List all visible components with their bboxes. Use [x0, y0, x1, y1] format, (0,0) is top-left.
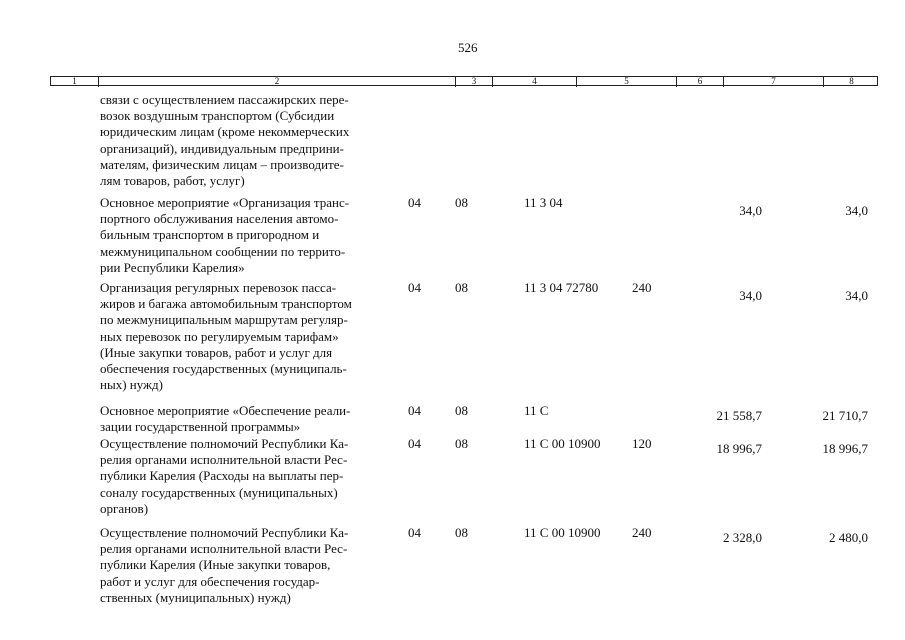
row-amount-2: 18 996,7 — [822, 441, 868, 456]
row-section: 04 — [408, 525, 421, 540]
row-section: 04 — [408, 280, 421, 295]
row-description: связи с осуществлением пассажирских пере- возок воздушным транспортом (Субсидии юридическим лицам (кроме некоммерческих организаций), индивидуальным предприни- мателям, физическим лицам – производите- лям товаров, работ, услуг) — [100, 92, 350, 189]
row-target-code: 11 С 00 10900 — [524, 525, 601, 540]
row-subsection: 08 — [455, 436, 468, 451]
row-expense-type: 240 — [632, 525, 652, 540]
row-description: Организация регулярных перевозок пасса- жиров и багажа автомобильным транспортом по межмуниципальным маршрутам регуляр- ных перевозок по регулируемым тарифам» (Иные закупки товаров, работ и услуг для обеспечения государственных (муниципаль- ных) нужд) — [100, 280, 352, 393]
row-target-code: 11 3 04 72780 — [524, 280, 599, 295]
row-description: Основное мероприятие «Организация транс- портного обслуживания населения автомо- бильным транспортом в пригородном и межмуниципальном сообщении по террито- рии Республики Карелия» — [100, 195, 350, 275]
row-section: 04 — [408, 436, 421, 451]
row-description: Осуществление полномочий Республики Ка- релия органами исполнительной власти Рес- публики Карелия (Иные закупки товаров, работ и услуг для обеспечения государ- ственных (муниципальных) нужд) — [100, 525, 349, 605]
row-amount-1: 21 558,7 — [716, 408, 762, 423]
page-number: 526 — [458, 40, 478, 55]
row-amount-2: 34,0 — [845, 203, 868, 218]
row-target-code: 11 С — [524, 403, 549, 418]
row-amount-1: 18 996,7 — [716, 441, 762, 456]
row-section: 04 — [408, 195, 421, 210]
row-subsection: 08 — [455, 403, 468, 418]
row-subsection: 08 — [455, 195, 468, 210]
header-col-4: 4 — [493, 77, 577, 87]
row-amount-1: 34,0 — [739, 203, 762, 218]
row-expense-type: 240 — [632, 280, 652, 295]
row-subsection: 08 — [455, 280, 468, 295]
row-section: 04 — [408, 403, 421, 418]
row-amount-2: 2 480,0 — [829, 530, 868, 545]
header-col-6: 6 — [677, 77, 724, 87]
header-col-8: 8 — [849, 76, 854, 86]
row-subsection: 08 — [455, 525, 468, 540]
header-col-7: 7 — [724, 77, 824, 87]
row-target-code: 11 3 04 — [524, 195, 563, 210]
row-target-code: 11 С 00 10900 — [524, 436, 601, 451]
row-description: Осуществление полномочий Республики Ка- релия органами исполнительной власти Рес- публики Карелия (Расходы на выплаты пер- соналу государственных (муниципальных) органов) — [100, 436, 349, 516]
row-description: Основное мероприятие «Обеспечение реали- зации государственной программы» — [100, 403, 351, 435]
row-amount-1: 34,0 — [739, 288, 762, 303]
header-col-3: 3 — [456, 77, 493, 87]
row-amount-2: 34,0 — [845, 288, 868, 303]
row-amount-1: 2 328,0 — [723, 530, 762, 545]
row-amount-2: 21 710,7 — [822, 408, 868, 423]
header-col-1: 1 — [51, 77, 99, 87]
header-col-2: 2 — [99, 77, 456, 87]
header-col-5: 5 — [577, 77, 677, 87]
row-expense-type: 120 — [632, 436, 652, 451]
table-header — [50, 76, 878, 86]
